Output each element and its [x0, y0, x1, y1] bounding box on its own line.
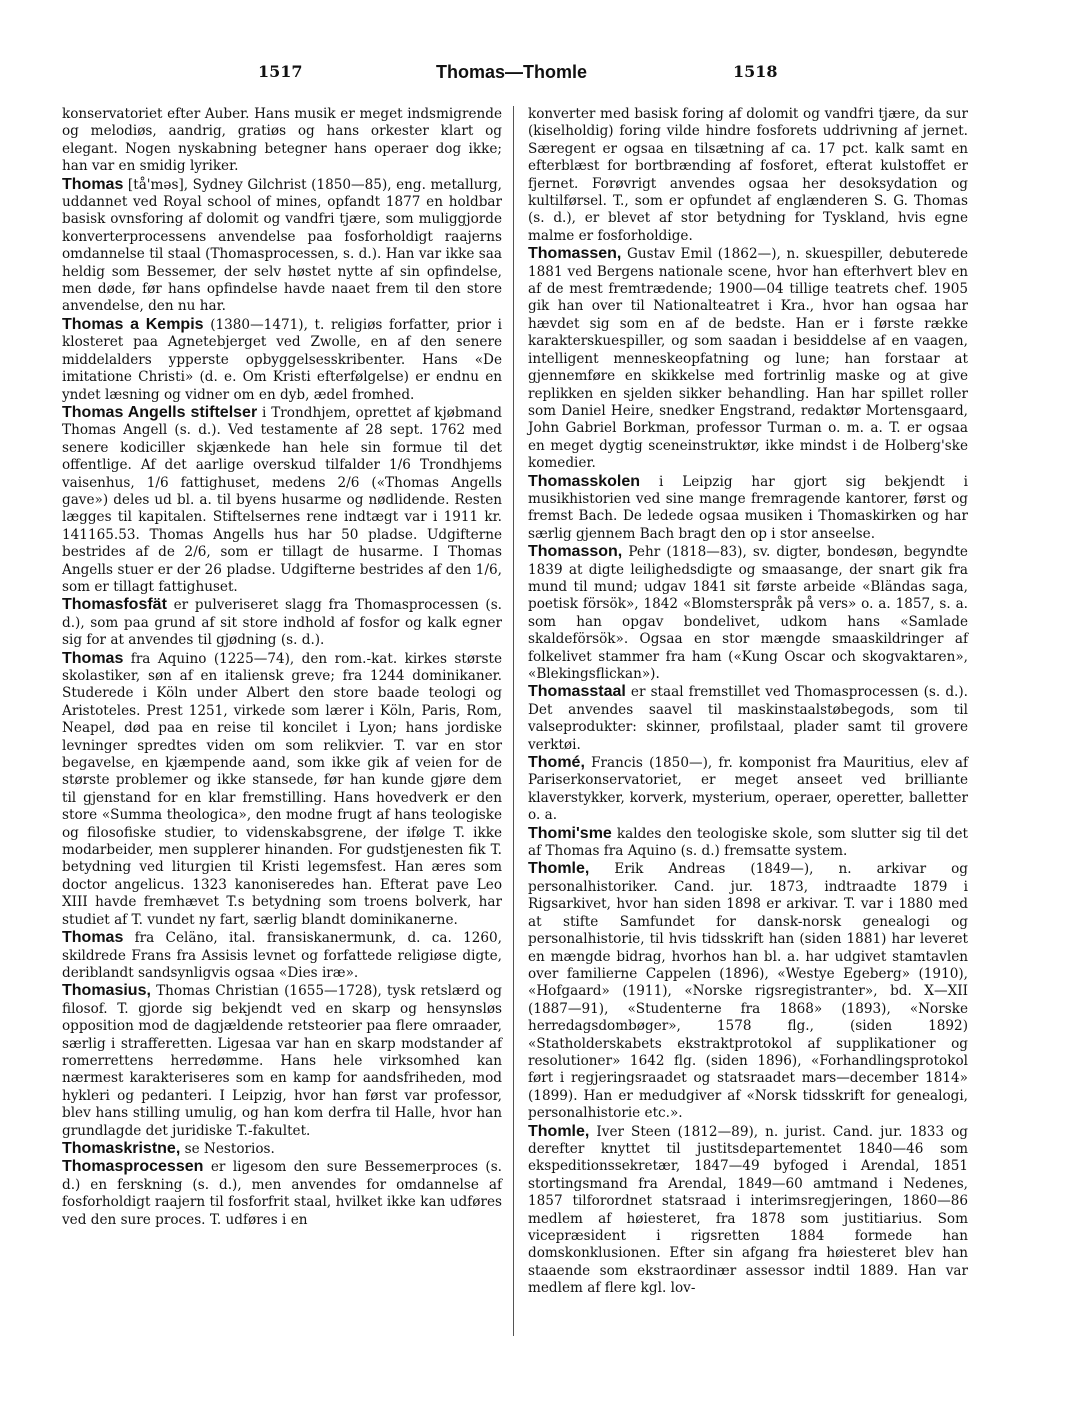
entry-text: i Leipzig har gjort sig bekjendt i musikhistorien ved sine mange fremragende kantorer, først og fremst Bach. De ledede ogsaa musiken i Thomaskirken og har særlig gjennem Bach bragt den op i stor anseelse.: [528, 473, 968, 542]
entry-headword: Thomas a Kempis: [62, 315, 204, 333]
entry-text: er ligesom den sure Bessemerproces (s. d.) en ferskning (s. d.), men anvendes for omdannelse af fosforholdigt raajern til fosforfrit staal, hvilket ikke kan udføres ved den sure proces. T. udføres i en: [62, 1159, 502, 1228]
entry-text: [tå'məs], Sydney Gilchrist (1850—85), eng. metallurg, uddannet ved Royal school of mines, opfandt 1877 en holdbar basisk ovnsforing af dolomit og vandfri tjære, som muliggjorde konverterprocessens anvendelse paa fosforholdigt raajerns omdannelse til staal (Thomasprocessen, s. d.). Han var ikke saa heldig som Bessemer, der selv høstet nytte af sin opfindelse, men døde, før hans opfindelse havde naaet frem til den store anvendelse, den nu har.: [62, 176, 502, 315]
dictionary-entry: [62, 982, 502, 1140]
column-divider: [513, 106, 514, 1336]
entry-headword: Thomasstaal: [528, 683, 626, 701]
entry-text: Francis (1850—), fr. komponist fra Mauritius, elev af Pariserkonservatoriet, er meget anseet ved brilliante klaverstykker, korverk, mysterium, operaer, operetter, balletter o. a.: [528, 755, 969, 824]
entry-headword: Thomasskolen: [528, 472, 641, 490]
running-header: [0, 62, 1080, 86]
entry-text: fra Aquino (1225—74), den rom.-kat. kirkes største skolastiker, søn af en italiensk greve; fra 1244 dominikaner. Studerede i Köln under Albert den store baade teologi og Aristoteles. Prest 1251, virkede som lærer i Köln, Paris, Rom, Neapel, død paa en reise til koncilet i Lyon; hans jordiske levninger spredtes viden om som relikvier. T. var en stor begavelse, en kjæmpende aand, som ikke gik af veien for de største problemer og ikke stansede, før han kunde gjøre dem til gjenstand for en klar fremstilling. Hans hovedverk er den store «Summa theologica», den modne frugt af hans teologiske og filosofiske studier, to videnskabsgrene, der ifølge T. ikke modarbeider, men supplerer hinanden. For gudstjenesten fik T. betydning ved liturgien til Kristi legemsfest. Han æres som doctor angelicus. 1323 kanoniseredes han. Efterat pave Leo XIII havde fremhævet T.s betydning som troens bolverk, har studiet af T. vundet ny fart, særlig blandt dominikanerne.: [62, 650, 502, 928]
entry-headword: Thomasfosfät: [62, 596, 167, 614]
entry-text: Gustav Emil (1862—), n. skuespiller, debuterede 1881 ved Bergens nationale scene, hvor han efterhvert blev en af de mest fremtrædende; 1900—04 tillige teatrets chef. 1905 gik han over til Nationalteatret i Kra., hvor han ogsaa har hævdet sig som en af de bedste. Han er i første række karakterskuespiller, og som saadan i besiddelse af en vaagen, intelligent menneskeopfatning og lune; han forstaar at gjennemføre en skikkelse med fortrinlig maske og at give replikken en sjelden sikker behandling. Han har spillet roller som Daniel Heire, snedker Engstrand, redaktør Mortensgaard, John Gabriel Borkman, professor Turman o. m. a. T. er ogsaa en meget dygtig sceneinstruktør, ikke mindst i de Holberg'ske komedier.: [528, 246, 968, 472]
entry-headword: Thomas: [62, 929, 124, 947]
dictionary-entry: [528, 473, 968, 544]
page-number-left: 1517: [258, 62, 303, 81]
right-column: [528, 106, 968, 1298]
dictionary-entry: [528, 860, 968, 1122]
entry-text: kaldes den teologiske skole, som slutter sig til det af Thomas fra Aquino (s. d.) fremsatte system.: [528, 825, 968, 860]
dictionary-entry: [62, 404, 502, 596]
entry-headword: Thomasprocessen: [62, 1158, 204, 1176]
left-column: [62, 106, 502, 1229]
entry-headword: Thomé,: [528, 754, 585, 772]
dictionary-entry: [62, 1158, 502, 1229]
entry-headword: Thomasius,: [62, 982, 151, 1000]
entry-text: Erik Andreas (1849—), n. arkivar og personalhistoriker. Cand. jur. 1873, indtraadte 1879 i Rigsarkivet, hvor han siden 1898 er arkivar. T. var i 1880 med at stifte Samfundet for dansk-norsk genealogi og personalhistorie, til hvis tidsskrift han (siden 1881) har leveret en mængde bidrag, hvorhos han bl. a. har udgivet stamtavlen over familierne Cappelen (1896), «Westye Egeberg» (1910), «Hofgaard» (1911), «Norske rigsregistranter», bd. X—XII (1887—91), «Studenterne fra 1868» (1893), «Norske herredagsdombøger», 1578 flg., (siden 1892) «Statholderskabets ekstraktprotokol af supplikationer og resolutioner» 1642 flg. (siden 1896), «Forhandlingsprotokol ført i regjeringsraadet og statsraadet mars—december 1814» (1899). Han er medudgiver af «Norsk tidsskrift for genealogi, personalhistorie etc.».: [528, 861, 969, 1122]
entry-text: i Trondhjem, oprettet af kjøbmand Thomas Angell (s. d.). Ved testamente af 28 sept. 1762 med senere kodiciller skjænkede han hele sin formue til det offentlige. Af det aarlige overskud tilfalder 1/6 Trondhjems vaisenhus, 1/6 fattighuset, medens 2/6 («Thomas Angells gave») deles ud bl. a. til byens husarme og nødlidende. Resten lægges til kapitalen. Stiftelsernes rene indtægt var i 1911 kr. 141165.53. Thomas Angells hus har 50 pladse. Udgifterne bestrides af de 2/6, som er tillagt de husarme. I Thomas Angells stuer er der 26 pladse. Udgifterne bestrides af den 1/6, som er tillagt fattighuset.: [62, 404, 503, 595]
dictionary-entry: [528, 543, 968, 683]
entry-text: fra Celäno, ital. fransiskanermunk, d. ca. 1260, skildrede Frans fra Assisis levnet og forfattede religiøse digte, deriblandt sandsynligvis ogsaa «Dies iræ».: [62, 930, 502, 981]
entry-headword: Thomasson,: [528, 543, 623, 561]
entry-text: Pehr (1818—83), sv. digter, bondesøn, begyndte 1839 at digte leilighedsdigte og smaasange, der snart gik fra mund til mund; udgav 1841 sit første arbeide «Bländas saga, poetisk försök», 1842 «Blomsterspråk på vers» o. a. 1857, s. a. som han opgav bondelivet, udkom hans «Samlade skaldeförsök». Ogsaa en stor mængde smaaskildringer af folkelivet stammer fra ham («Kung Oscar och skogvaktaren», «Blekingsflickan»).: [528, 544, 968, 682]
entry-headword: Thomle,: [528, 860, 590, 878]
entry-headword: Thomi'sme: [528, 824, 612, 842]
entry-text: er staal fremstillet ved Thomasprocessen (s. d.). Det anvendes saavel til maskinstaalstøbegods, som til valseprodukter: skinner, profilstaal, plader samt til grovere verktøi.: [528, 684, 968, 753]
dictionary-entry: [528, 754, 968, 825]
page-number-right: 1518: [733, 62, 778, 81]
dictionary-entry: [528, 245, 968, 472]
entry-headword: Thomas: [62, 175, 124, 193]
entry-text: Iver Steen (1812—89), n. jurist. Cand. jur. 1833 og derefter knyttet til justitsdepartementet 1840—46 som ekspeditionssekretær, 1847—49 byfoged i Arendal, 1851 stortingsmand fra Arendal, 1849—60 amtmand i Nedenes, 1857 tilforordnet statsraad i interimsregjeringen, 1860—86 medlem af høiesteret, fra 1878 som justitiarius. Som vicepræsident i rigsretten 1884 formede han domskonklusionen. Efter sin afgang fra høiesteret blev han staaende som ekstraordinær assessor indtil 1889. Han var medlem af flere kgl. lov-: [528, 1123, 969, 1297]
entry-headword: Thomas Angells stiftelser: [62, 403, 258, 421]
entry-headword: Thomle,: [528, 1122, 590, 1140]
entry-text: (1380—1471), t. religiøs forfatter, prior i klosteret paa Agnetebjerget ved Zwolle, en af den senere middelalders ypperste opbyggelsesskribenter. Hans «De imitatione Christi» (d. e. Om Kristi efterfølgelse) er endnu en yndet læsning og vidner om en dyb, ædel fromhed.: [62, 316, 502, 403]
dictionary-entry: [528, 106, 968, 245]
entry-headword: Thomas: [62, 649, 124, 667]
entry-text: Thomas Christian (1655—1728), tysk retslærd og filosof. T. gjorde sig bekjendt ved en skarp og hensynsløs opposition mod de dagjældende retsteorier paa flere omraader, særlig i strafferetten. Ligesaa var han en skarp modstander af romerrettens herredømme. Hans hele virksomhed kan nærmest karakteriseres som en kamp for aandsfriheden, mod hykleri og pedanteri. I Leipzig, hvor han først var professor, blev hans stilling umulig, og han kom derfra til Halle, hvor han grundlagde det juridiske T.-fakultet.: [62, 983, 502, 1139]
dictionary-entry: [528, 1123, 968, 1298]
dictionary-entry: [62, 596, 502, 649]
dictionary-entry: [528, 825, 968, 861]
entry-text: konverter med basisk foring af dolomit og vandfri tjære, da sur (kiselholdig) foring vilde hindre fosforets uddrivning af jernet. Særegent er ogsaa en tilsætning af ca. 17 pct. kalk samt en efterblæst for bortbrænding af fosforet, efterat kulstoffet er fjernet. Forøvrigt anvendes ogsaa her desoksydation og kultilførsel. T., som er opfundet af englænderen S. G. Thomas (s. d.), er blevet af stor betydning for Tyskland, hvis egne malme er fosforholdige.: [528, 106, 968, 244]
entry-text: konservatoriet efter Auber. Hans musik er meget indsmigrende og melodiøs, aandrig, gratiøs og hans orkester klart og elegant. Nogen nyskabning betegner hans operaer dog ikke; han var en smidig lyriker.: [62, 106, 502, 175]
dictionary-entry: [62, 650, 502, 930]
dictionary-entry: [62, 929, 502, 982]
dictionary-entry: [62, 106, 502, 176]
entry-text: se Nestorios.: [184, 1140, 275, 1157]
dictionary-entry: [62, 1140, 502, 1158]
entry-headword: Thomassen,: [528, 245, 622, 263]
entry-text: er pulveriseret slagg fra Thomasprocessen (s. d.), som paa grund af sit store indhold af fosfor og kalk egner sig for at anvendes til gjødning (s. d.).: [62, 597, 502, 649]
dictionary-entry: [528, 683, 968, 754]
header-title: Thomas—Thomle: [436, 62, 588, 82]
dictionary-entry: [62, 316, 502, 404]
entry-headword: Thomaskristne,: [62, 1139, 181, 1157]
dictionary-entry: [62, 176, 502, 316]
